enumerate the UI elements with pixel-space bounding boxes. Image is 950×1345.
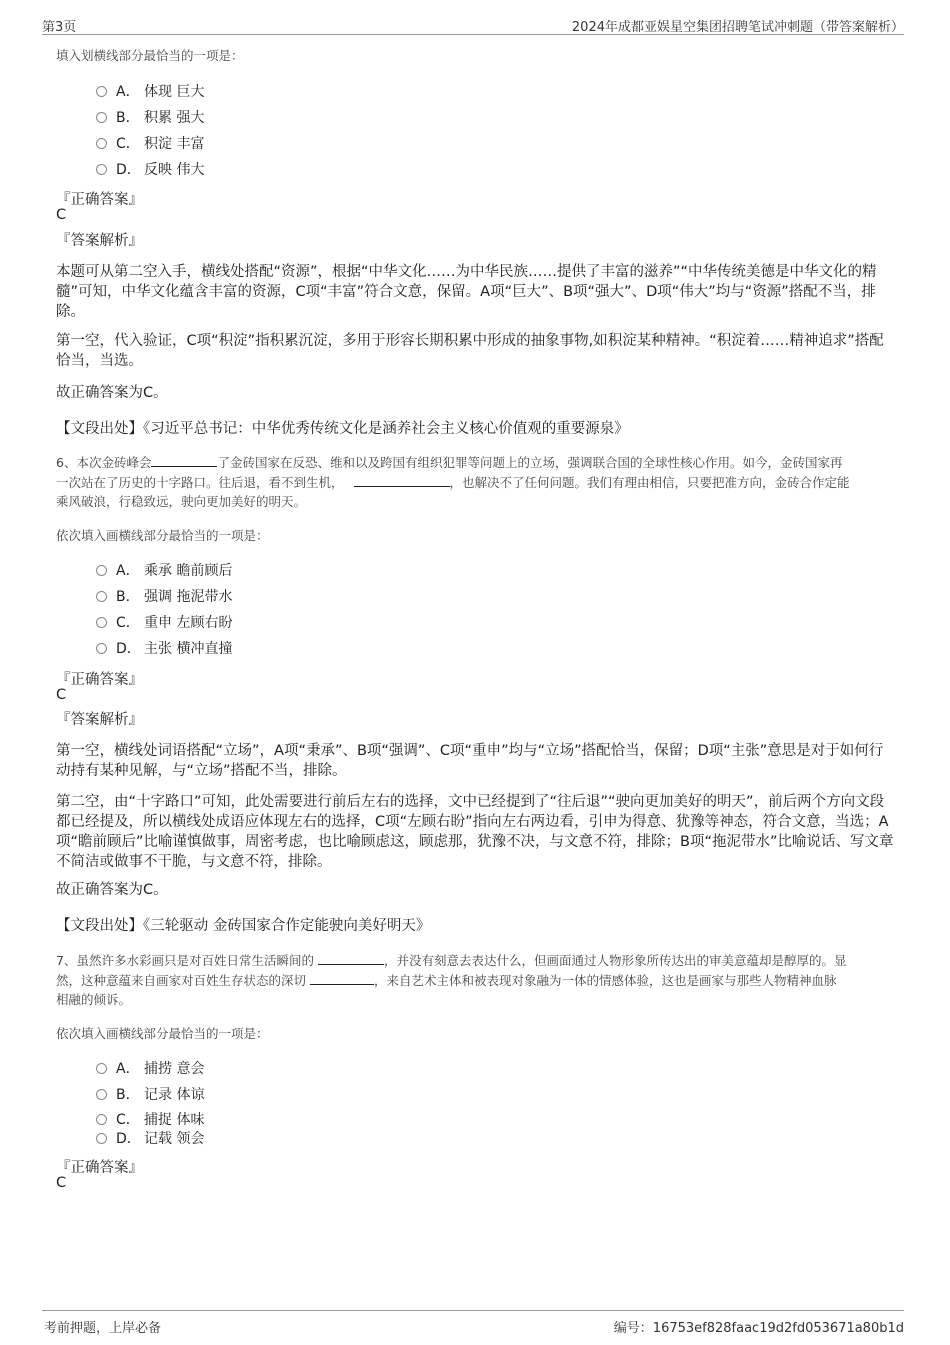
q7-stem-line-1: 7、虽然许多水彩画只是对百姓日常生活瞬间的 ，并没有刻意去表达什么，但画面通过人物形象所传达出的审美意蕴却是醇厚的。显 bbox=[56, 950, 896, 971]
q6-option-c[interactable]: C． 重申 左顾右盼 bbox=[96, 613, 232, 633]
document-title: 2024年成都亚娱星空集团招聘笔试冲刺题（带答案解析） bbox=[571, 20, 904, 35]
q7-stem-line-3: 相融的倾诉。 bbox=[56, 992, 132, 1007]
q5-option-b[interactable]: B． 积累 强大 bbox=[96, 108, 204, 128]
radio-icon[interactable] bbox=[96, 86, 107, 97]
q7-option-c[interactable]: C． 捕捉 体味 bbox=[96, 1110, 204, 1130]
q5-source: 【文段出处】《习近平总书记：中华优秀传统文化是涵养社会主义核心价值观的重要源泉》 bbox=[56, 421, 629, 437]
q5-prompt: 填入划横线部分最恰当的一项是： bbox=[56, 48, 244, 63]
q7-blank-1 bbox=[318, 950, 384, 965]
q6-blank-1 bbox=[151, 452, 217, 467]
q5-analysis-conclusion: 故正确答案为C。 bbox=[56, 385, 168, 401]
q6-analysis-paragraph-1: 第一空，横线处词语搭配“立场”，A项“秉承”、B项“强调”、C项“重申”均与“立场”搭配恰当，保留；D项“主张”意思是对于如何行动持有某种见解，与“立场”搭配不当，排除。 bbox=[56, 743, 884, 779]
footer-slogan: 考前押题，上岸必备 bbox=[44, 1321, 162, 1336]
q7-option-a[interactable]: A． 捕捞 意会 bbox=[96, 1059, 204, 1079]
q5-answer-label: 『正确答案』 bbox=[56, 192, 143, 208]
q6-stem-line-1: 6、本次金砖峰会 了金砖国家在反恐、维和以及跨国有组织犯罪等问题上的立场，强调联合国的全球性核心作用。如今，金砖国家再 bbox=[56, 452, 896, 473]
q6-option-b[interactable]: B． 强调 拖泥带水 bbox=[96, 587, 232, 607]
radio-icon[interactable] bbox=[96, 138, 107, 149]
radio-icon[interactable] bbox=[96, 617, 107, 628]
radio-icon[interactable] bbox=[96, 112, 107, 123]
document-code: 编号：16753ef828faac19d2fd053671a80b1d bbox=[613, 1321, 904, 1336]
q5-analysis-paragraph-2: 第一空，代入验证，C项“积淀”指积累沉淀，多用于形容长期积累中形成的抽象事物,如积淀某种精神。“积淀着……精神追求”搭配恰当，当选。 bbox=[56, 333, 884, 369]
q6-analysis-paragraph-2: 第二空，由“十字路口”可知，此处需要进行前后左右的选择，文中已经提到了“往后退”“驶向更加美好的明天”，前后两个方向文段都已经提及，所以横线处成语应体现左右的选择，C项“左顾右盼”指向左右两边看，引申为得意、犹豫等神态，符合文意，当选；A项“瞻前顾后”比喻谨慎做事，周密考虑，也比喻顾虑这，顾虑那，犹豫不决，与文意不符，排除；B项“拖泥带水”比喻说话、写文章不简洁或做事不干脆，与文意不符，排除。 bbox=[56, 794, 894, 870]
q5-analysis-paragraph-1: 本题可从第二空入手，横线处搭配“资源”，根据“中华文化……为中华民族……提供了丰富的滋养”“中华传统美德是中华文化的精髓”可知，中华文化蕴含丰富的资源，C项“丰富”符合文意，保留。A项“巨大”、B项“强大”、D项“伟大”均与“资源”搭配不当，排除。 bbox=[56, 264, 877, 320]
q5-answer: C bbox=[56, 207, 67, 223]
q6-analysis-conclusion: 故正确答案为C。 bbox=[56, 882, 168, 898]
radio-icon[interactable] bbox=[96, 565, 107, 576]
q6-source: 【文段出处】《三轮驱动 金砖国家合作定能驶向美好明天》 bbox=[56, 918, 431, 934]
q6-blank-2 bbox=[354, 472, 450, 487]
radio-icon[interactable] bbox=[96, 1063, 107, 1074]
radio-icon[interactable] bbox=[96, 591, 107, 602]
q6-analysis-label: 『答案解析』 bbox=[56, 712, 143, 728]
q7-blank-2 bbox=[310, 970, 374, 985]
q7-stem-line-2: 然，这种意蕴来自画家对百姓生存状态的深切 ，来自艺术主体和被表现对象融为一体的情感体验，这也是画家与那些人物精神血脉 bbox=[56, 970, 896, 991]
page-number: 第3页 bbox=[42, 20, 77, 35]
radio-icon[interactable] bbox=[96, 1114, 107, 1125]
q5-option-c[interactable]: C． 积淀 丰富 bbox=[96, 134, 204, 154]
q7-option-d[interactable]: D． 记载 领会 bbox=[96, 1129, 204, 1149]
q7-prompt: 依次填入画横线部分最恰当的一项是： bbox=[56, 1026, 269, 1041]
q6-stem-line-2: 一次站在了历史的十字路口。往后退，看不到生机， ，也解决不了任何问题。我们有理由相信，只要把准方向，金砖合作定能 bbox=[56, 472, 896, 493]
page-header bbox=[42, 14, 904, 35]
q7-answer: C bbox=[56, 1175, 67, 1191]
q5-option-d[interactable]: D． 反映 伟大 bbox=[96, 160, 204, 180]
radio-icon[interactable] bbox=[96, 643, 107, 654]
q6-option-d[interactable]: D． 主张 横冲直撞 bbox=[96, 639, 232, 659]
q6-answer-label: 『正确答案』 bbox=[56, 672, 143, 688]
q5-option-a[interactable]: A． 体现 巨大 bbox=[96, 82, 204, 102]
q6-prompt: 依次填入画横线部分最恰当的一项是： bbox=[56, 528, 269, 543]
radio-icon[interactable] bbox=[96, 1133, 107, 1144]
q7-option-b[interactable]: B． 记录 体谅 bbox=[96, 1085, 204, 1105]
page-footer bbox=[42, 1310, 904, 1336]
q6-stem-line-3: 乘风破浪，行稳致远，驶向更加美好的明天。 bbox=[56, 494, 307, 509]
q5-analysis-label: 『答案解析』 bbox=[56, 233, 143, 249]
q6-answer: C bbox=[56, 687, 67, 703]
radio-icon[interactable] bbox=[96, 1089, 107, 1100]
radio-icon[interactable] bbox=[96, 164, 107, 175]
q6-option-a[interactable]: A． 乘承 瞻前顾后 bbox=[96, 561, 232, 581]
q7-answer-label: 『正确答案』 bbox=[56, 1160, 143, 1176]
